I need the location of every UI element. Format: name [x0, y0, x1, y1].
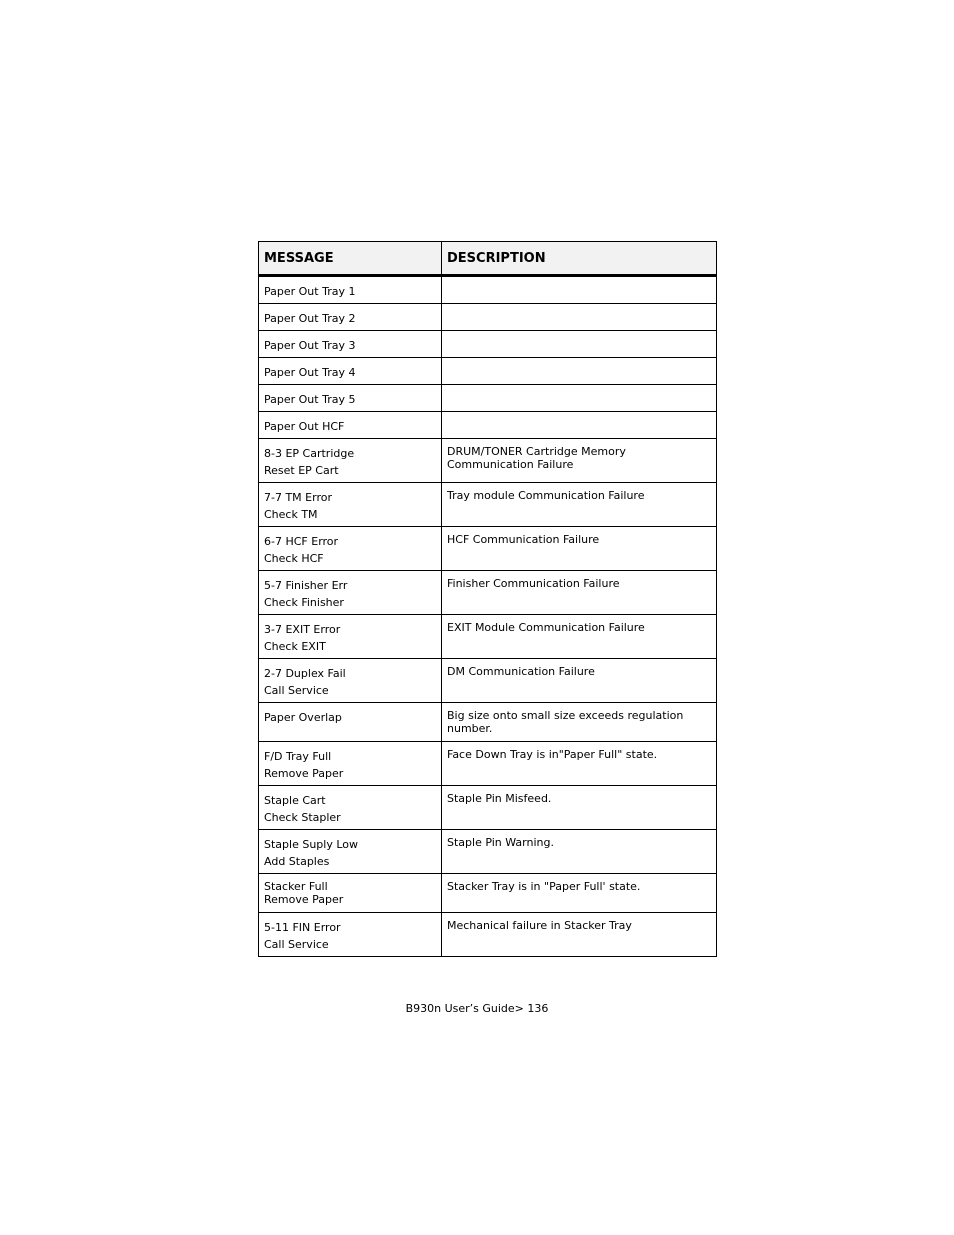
description-cell: [442, 358, 717, 385]
table-row: [259, 703, 717, 742]
message-line: Check HCF: [264, 552, 324, 565]
message-cell: [259, 527, 442, 571]
message-cell: [259, 615, 442, 659]
description-cell: Big size onto small size exceeds regulation number.: [442, 703, 717, 742]
message-cell: [259, 913, 442, 957]
table-row: [259, 786, 717, 830]
message-line: Stacker Full: [264, 880, 328, 893]
message-cell: [259, 571, 442, 615]
message-cell: [259, 385, 442, 412]
message-cell: [259, 276, 442, 304]
message-cell: [259, 830, 442, 874]
message-line: Check Stapler: [264, 811, 341, 824]
description-cell: EXIT Module Communication Failure: [442, 615, 717, 659]
message-line: Call Service: [264, 684, 329, 697]
page-footer: B930n User’s Guide> 136: [405, 1002, 549, 1015]
message-cell: [259, 358, 442, 385]
message-line: Staple Suply Low: [264, 838, 358, 851]
table-row: [259, 483, 717, 527]
message-cell: [259, 483, 442, 527]
message-line: Paper Out Tray 3: [264, 339, 356, 352]
header-message: MESSAGE: [259, 242, 442, 276]
message-line: Check TM: [264, 508, 318, 521]
message-line: 2-7 Duplex Fail: [264, 667, 346, 680]
description-cell: Tray module Communication Failure: [442, 483, 717, 527]
message-cell: [259, 659, 442, 703]
message-line: Check Finisher: [264, 596, 344, 609]
message-line: Paper Out Tray 2: [264, 312, 356, 325]
table-row: [259, 304, 717, 331]
message-line: Check EXIT: [264, 640, 326, 653]
description-cell: [442, 385, 717, 412]
table-row: [259, 358, 717, 385]
table-row: [259, 571, 717, 615]
message-table-container: [258, 241, 716, 957]
table-row: [259, 874, 717, 913]
description-cell: [442, 304, 717, 331]
message-line: Paper Out Tray 5: [264, 393, 356, 406]
message-cell: [259, 786, 442, 830]
message-cell: [259, 412, 442, 439]
message-line: Call Service: [264, 938, 329, 951]
message-cell: [259, 439, 442, 483]
message-line: 5-7 Finisher Err: [264, 579, 348, 592]
message-line: F/D Tray Full: [264, 750, 332, 763]
table-row: [259, 331, 717, 358]
header-description: DESCRIPTION: [442, 242, 717, 276]
table-row: [259, 385, 717, 412]
description-cell: DRUM/TONER Cartridge Memory Communication Failure: [442, 439, 717, 483]
description-cell: Finisher Communication Failure: [442, 571, 717, 615]
table-row: [259, 830, 717, 874]
message-cell: [259, 331, 442, 358]
message-line: 5-11 FIN Error: [264, 921, 341, 934]
table-row: [259, 412, 717, 439]
message-line: Remove Paper: [264, 767, 344, 780]
message-cell: [259, 874, 442, 913]
message-cell: [259, 703, 442, 742]
table-row: [259, 659, 717, 703]
table-header-row: [259, 242, 717, 276]
message-line: 7-7 TM Error: [264, 491, 332, 504]
message-line: 8-3 EP Cartridge: [264, 447, 355, 460]
message-line: Staple Cart: [264, 794, 326, 807]
message-line: Reset EP Cart: [264, 464, 339, 477]
description-cell: [442, 412, 717, 439]
description-cell: [442, 276, 717, 304]
message-line: Paper Out Tray 4: [264, 366, 356, 379]
description-cell: [442, 331, 717, 358]
message-line: Paper Overlap: [264, 711, 342, 724]
message-table: [258, 241, 717, 957]
table-row: [259, 742, 717, 786]
description-cell: DM Communication Failure: [442, 659, 717, 703]
table-row: [259, 913, 717, 957]
message-line: Paper Out HCF: [264, 420, 345, 433]
message-cell: [259, 742, 442, 786]
message-line: Remove Paper: [264, 893, 344, 906]
description-cell: Stacker Tray is in "Paper Full' state.: [442, 874, 717, 913]
message-line: Paper Out Tray 1: [264, 285, 356, 298]
message-line: 6-7 HCF Error: [264, 535, 339, 548]
description-cell: HCF Communication Failure: [442, 527, 717, 571]
description-cell: Staple Pin Misfeed.: [442, 786, 717, 830]
message-line: 3-7 EXIT Error: [264, 623, 341, 636]
description-cell: Mechanical failure in Stacker Tray: [442, 913, 717, 957]
table-row: [259, 615, 717, 659]
message-line: Add Staples: [264, 855, 330, 868]
message-cell: [259, 304, 442, 331]
description-cell: Face Down Tray is in"Paper Full" state.: [442, 742, 717, 786]
table-row: [259, 276, 717, 304]
description-cell: Staple Pin Warning.: [442, 830, 717, 874]
table-row: [259, 439, 717, 483]
table-row: [259, 527, 717, 571]
